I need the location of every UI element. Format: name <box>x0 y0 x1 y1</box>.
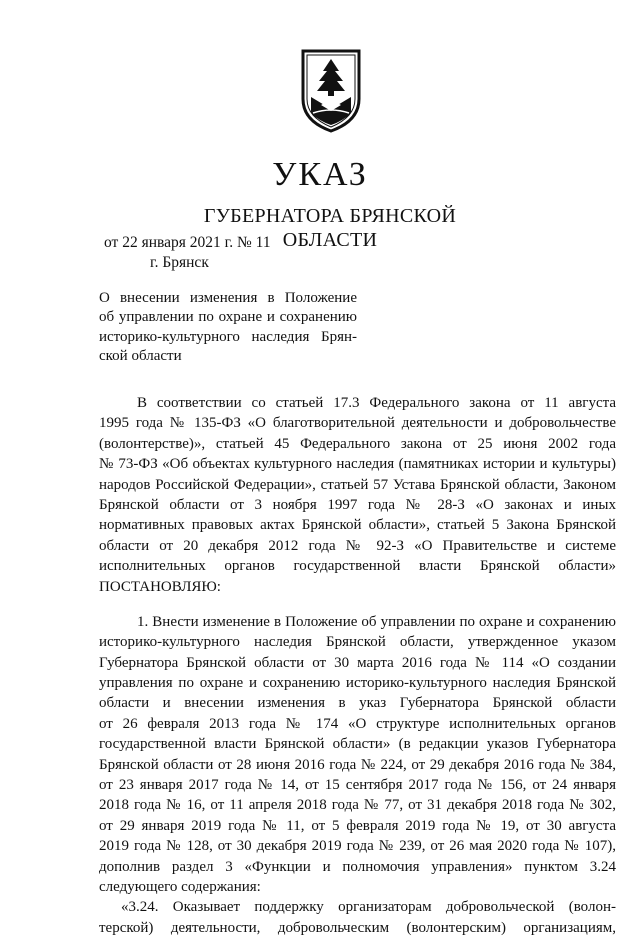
preamble-line: В соответствии со статьей 17.3 Федерального закона от 11 августа <box>137 395 616 411</box>
item-line: Брянской области от 28 июня 2016 года № 224, от 29 декабря 2016 года № 384, <box>99 756 616 773</box>
subject-line: ской области <box>99 348 182 365</box>
decree-subject <box>99 289 357 367</box>
quote-line: терской) деятельности, добровольческим (волонтерским) организациям, <box>99 919 616 936</box>
item-line: от 26 февраля 2013 года № 174 «О структуре исполнительных органов <box>99 715 616 732</box>
bryansk-coat-of-arms-icon <box>299 47 363 133</box>
decree-body <box>99 393 616 938</box>
subject-line: историко-культурного наследия Брян- <box>99 328 357 345</box>
item-line: историко-культурного наследия Брянской области, утвержденное указом <box>99 634 616 651</box>
item-line: от 29 января 2019 года № 11, от 5 февраля 2019 года № 19, от 30 августа <box>99 817 616 834</box>
decree-title: УКАЗ <box>272 156 368 193</box>
decree-city: г. Брянск <box>150 254 209 271</box>
decree-date-number: от 22 января 2021 г. № 11 <box>104 234 271 251</box>
preamble-line: Брянской области от 3 ноября 1997 года № 28-З «О законах и иных <box>99 496 616 513</box>
preamble-line: народов Российской Федерации», статьей 57 Устава Брянской области, Законом <box>99 476 616 493</box>
item-line: управления по охране и сохранению историко-культурного наследия Брянской <box>99 675 616 692</box>
quote-line: «3.24. Оказывает поддержку организаторам добровольческой (волон- <box>121 899 616 916</box>
item-line: 2019 года № 128, от 30 декабря 2019 года № 239, от 26 мая 2020 года № 107), <box>99 838 616 855</box>
preamble-line: 1995 года № 135-ФЗ «О благотворительной деятельности и добровольчестве <box>99 415 616 432</box>
subject-line: О внесении изменения в Положение <box>99 290 357 306</box>
preamble-line: (волонтерстве)», статьей 45 Федерального закона от 25 июня 2002 года <box>99 435 616 452</box>
subject-line: об управлении по охране и сохранению <box>99 309 357 326</box>
item-line: области и внесении изменения в указ Губернатора Брянской области <box>99 695 616 712</box>
item-line: 1. Внести изменение в Положение об управлении по охране и сохранению <box>137 613 616 630</box>
item-line: Губернатора Брянской области от 30 марта 2016 года № 114 «О создании <box>99 654 616 671</box>
preamble-line: № 73-ФЗ «Об объектах культурного наследия (памятниках истории и культуры) <box>99 456 616 473</box>
item-line: следующего содержания: <box>99 878 261 895</box>
item-line: от 23 января 2017 года № 14, от 15 сентября 2017 года № 156, от 24 января <box>99 777 616 794</box>
decree-issuer: ГУБЕРНАТОРА БРЯНСКОЙ ОБЛАСТИ <box>203 205 457 251</box>
preamble-line: исполнительных органов государственной власти Брянской области» <box>99 558 616 575</box>
item-line: государственной власти Брянской области» (в редакции указов Губернатора <box>99 736 616 753</box>
item-line: дополнив раздел 3 «Функции и полномочия управления» пунктом 3.24 <box>99 858 616 875</box>
preamble-line: области от 20 декабря 2012 года № 92-З «О Правительстве и системе <box>99 537 616 554</box>
preamble-line: нормативных правовых актах Брянской области», статьей 5 Закона Брянской <box>99 517 616 534</box>
item-line: 2018 года № 16, от 11 апреля 2018 года № 77, от 31 декабря 2018 года № 302, <box>99 797 616 814</box>
preamble-line: ПОСТАНОВЛЯЮ: <box>99 578 221 595</box>
